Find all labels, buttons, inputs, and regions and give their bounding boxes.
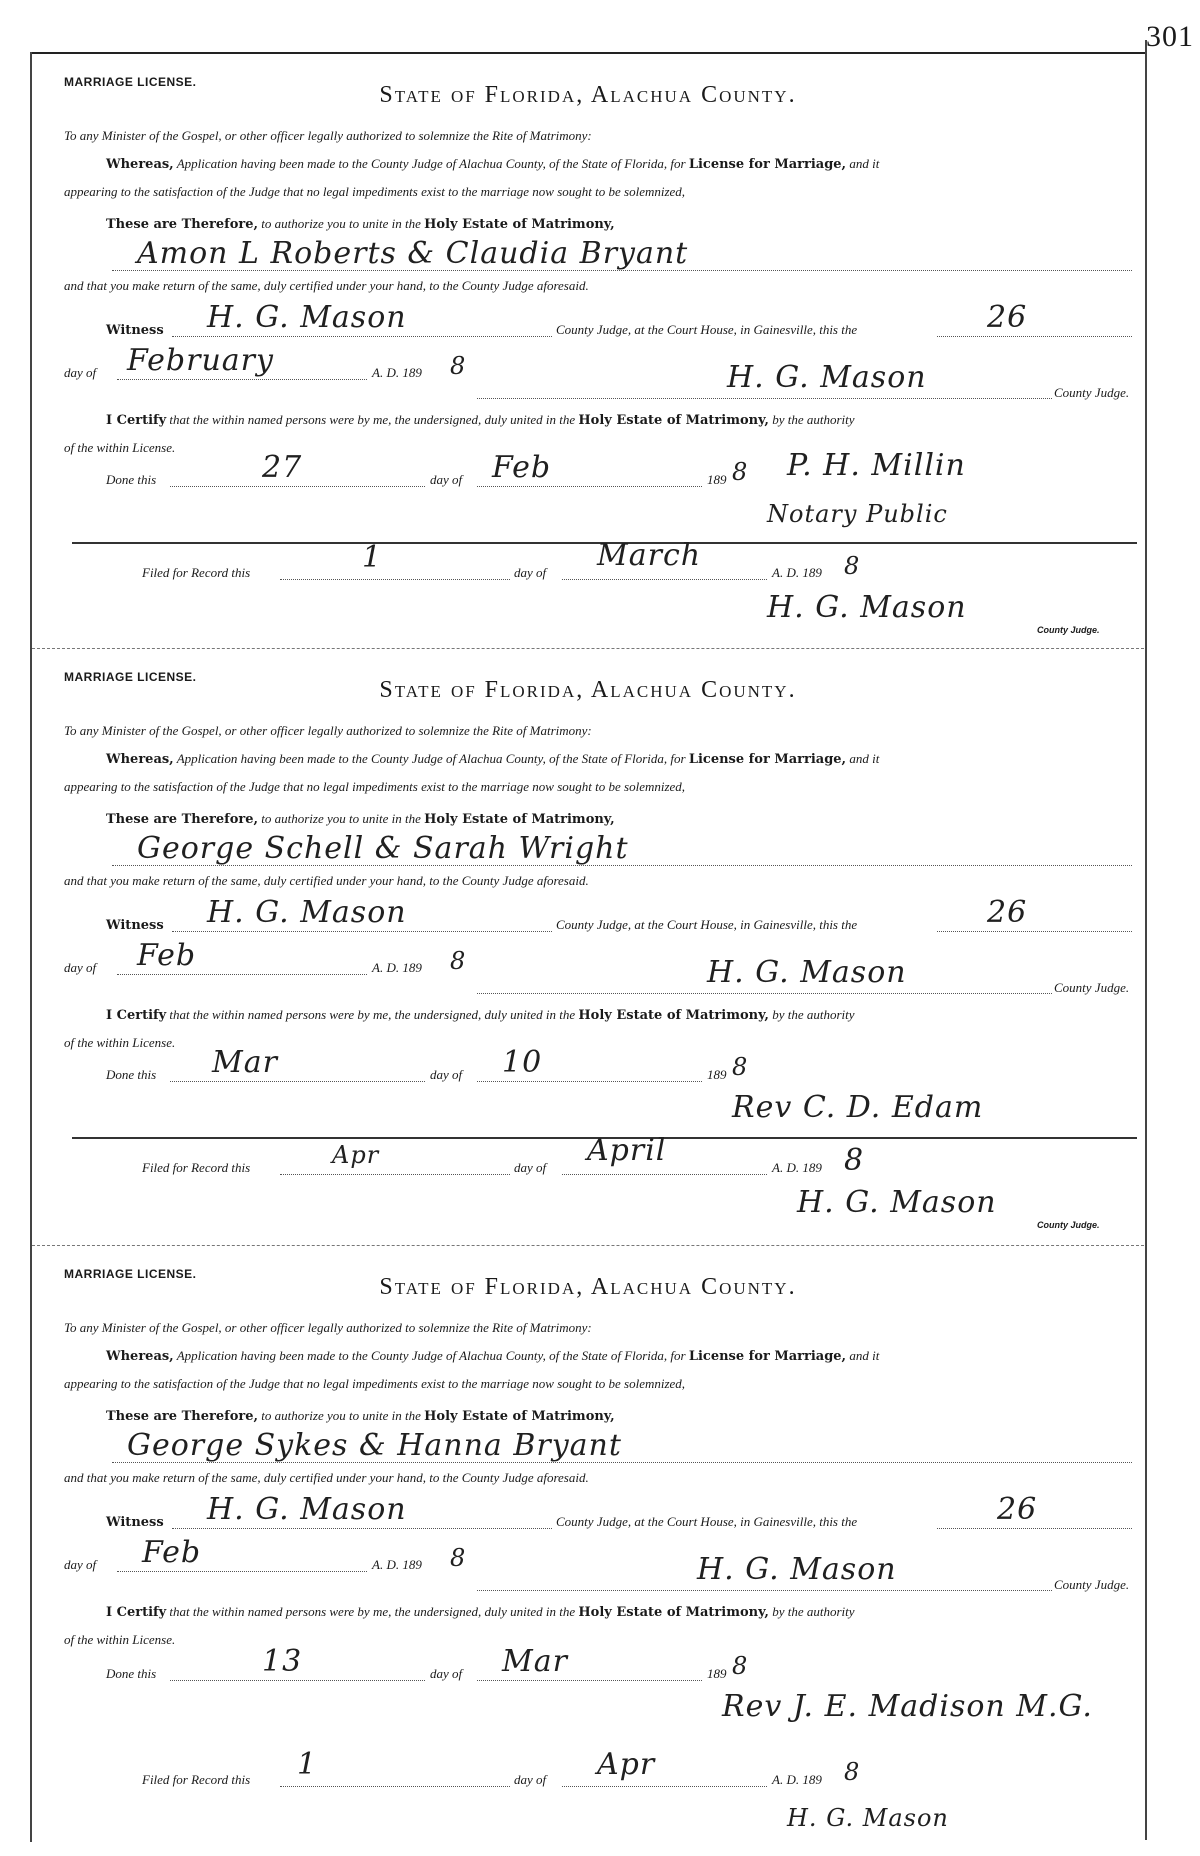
- ad-text: A. D. 189: [372, 960, 422, 975]
- witness-judge-name: H. G. Mason: [207, 1492, 407, 1527]
- and-it-text: and it: [849, 1348, 880, 1363]
- filed-day-line: [280, 1174, 510, 1175]
- filed-year-digit: 8: [844, 552, 861, 580]
- appearing-text: appearing to the satisfaction of the Judge that no legal impediments exist to the marriage now sought to be solemnized,: [64, 1376, 686, 1391]
- day-of-text: day of: [64, 960, 97, 975]
- parties-names: George Schell & Sarah Wright: [137, 831, 629, 866]
- whereas-line: [106, 1348, 879, 1364]
- whereas-text: Application having been made to the County Judge of Alachua County, of the State of Florida, for: [176, 1348, 686, 1363]
- officiant-signature: P. H. Millin: [787, 448, 966, 483]
- witness-judge-name: H. G. Mason: [207, 895, 407, 930]
- filed-day-of-text: day of: [514, 565, 547, 580]
- therefore-line: [106, 1408, 615, 1424]
- license-month: February: [127, 343, 274, 378]
- done-year-prefix: 189: [707, 1067, 727, 1082]
- parties-names: Amon L Roberts & Claudia Bryant: [137, 236, 689, 271]
- return-text: and that you make return of the same, duly certified under your hand, to the County Judge aforesaid.: [64, 1470, 589, 1485]
- county-judge-at-text: County Judge, at the Court House, in Gainesville, this the: [556, 917, 858, 932]
- done-month-line: [477, 1081, 702, 1082]
- license-year-digit: 8: [450, 947, 467, 975]
- to-any-minister-text: To any Minister of the Gospel, or other officer legally authorized to solemnize the Rite of Matrimony:: [64, 128, 592, 143]
- filed-ad-text: A. D. 189: [772, 565, 822, 580]
- of-the-within-license: of the within License.: [64, 440, 176, 455]
- certify-text: that the within named persons were by me, the undersigned, duly united in the: [169, 1007, 576, 1022]
- filed-for-record-text: Filed for Record this: [142, 1772, 251, 1787]
- filed-month-line: [562, 1786, 767, 1787]
- parties-names: George Sykes & Hanna Bryant: [127, 1428, 622, 1463]
- to-any-minister-text: To any Minister of the Gospel, or other officer legally authorized to solemnize the Rite of Matrimony:: [64, 1320, 592, 1335]
- holy-estate: Holy Estate of Matrimony,: [424, 812, 615, 827]
- certify-word: I Certify: [106, 413, 167, 428]
- license-month: Feb: [142, 1535, 202, 1570]
- therefore-line: [106, 216, 615, 232]
- signature-line: [477, 398, 1052, 399]
- certify-holy-estate: Holy Estate of Matrimony,: [578, 413, 769, 428]
- certify-text: that the within named persons were by me, the undersigned, duly united in the: [169, 1604, 576, 1619]
- done-month: Mar: [502, 1644, 568, 1679]
- filed-county-judge-label: County Judge.: [1037, 625, 1100, 635]
- filed-for-record-text: Filed for Record this: [142, 1160, 251, 1175]
- authorize-text: to authorize you to unite in the: [261, 811, 421, 826]
- month-line: [117, 1571, 367, 1572]
- county-judge-label: County Judge.: [1054, 385, 1130, 400]
- whereas-word: Whereas,: [106, 752, 174, 767]
- certify-line: [106, 1007, 855, 1023]
- return-text: and that you make return of the same, duly certified under your hand, to the County Judge aforesaid.: [64, 873, 589, 888]
- by-the-authority: by the authority: [772, 1007, 855, 1022]
- filed-day-of-text: day of: [514, 1160, 547, 1175]
- ad-text: A. D. 189: [372, 1557, 422, 1572]
- filed-day: 1: [297, 1747, 318, 1782]
- license-year-digit: 8: [450, 352, 467, 380]
- officiant-title: Notary Public: [767, 500, 948, 528]
- witness-line: [172, 1528, 552, 1529]
- done-year-digit: 8: [732, 1652, 749, 1680]
- marriage-license-3: [32, 1252, 1144, 1852]
- section-divider: [32, 648, 1144, 649]
- done-day-of-text: day of: [430, 1067, 463, 1082]
- filed-year-digit: 8: [844, 1758, 861, 1786]
- certify-word: I Certify: [106, 1605, 167, 1620]
- day-line: [937, 931, 1132, 932]
- marriage-license-2: [32, 655, 1144, 1240]
- parties-line: [112, 865, 1132, 866]
- to-any-minister-text: To any Minister of the Gospel, or other officer legally authorized to solemnize the Rite of Matrimony:: [64, 723, 592, 738]
- certify-line: [106, 1604, 855, 1620]
- filed-month: April: [587, 1133, 667, 1168]
- appearing-text: appearing to the satisfaction of the Judge that no legal impediments exist to the marriage now sought to be solemnized,: [64, 184, 686, 199]
- done-month-line: [477, 486, 702, 487]
- done-day: 27: [262, 450, 303, 485]
- judge-signature: H. G. Mason: [707, 955, 907, 990]
- state-title: State of Florida, Alachua County.: [379, 82, 797, 108]
- done-day-line: [170, 486, 425, 487]
- marriage-license-1: [32, 60, 1144, 645]
- witness-judge-name: H. G. Mason: [207, 300, 407, 335]
- done-this-text: Done this: [106, 1067, 157, 1082]
- whereas-word: Whereas,: [106, 157, 174, 172]
- done-day-of-text: day of: [430, 472, 463, 487]
- state-title: State of Florida, Alachua County.: [379, 1274, 797, 1300]
- whereas-text: Application having been made to the County Judge of Alachua County, of the State of Florida, for: [176, 751, 686, 766]
- license-for-marriage: License for Marriage,: [688, 1349, 847, 1364]
- done-month: 10: [502, 1045, 543, 1080]
- done-month-line: [477, 1680, 702, 1681]
- filed-month-line: [562, 1174, 767, 1175]
- day-of-text: day of: [64, 365, 97, 380]
- county-judge-at-text: County Judge, at the Court House, in Gainesville, this the: [556, 322, 858, 337]
- section-divider: [32, 1245, 1144, 1246]
- license-day: 26: [987, 895, 1028, 930]
- day-line: [937, 1528, 1132, 1529]
- whereas-line: [106, 156, 879, 172]
- whereas-text: Application having been made to the County Judge of Alachua County, of the State of Florida, for: [176, 156, 686, 171]
- signature-line: [477, 1590, 1052, 1591]
- license-for-marriage: License for Marriage,: [688, 157, 847, 172]
- license-month: Feb: [137, 938, 197, 973]
- license-heading: MARRIAGE LICENSE.: [64, 1267, 197, 1281]
- page-right-rule: [1145, 40, 1147, 1840]
- authorize-text: to authorize you to unite in the: [261, 1408, 421, 1423]
- filed-ad-text: A. D. 189: [772, 1772, 822, 1787]
- parties-line: [112, 270, 1132, 271]
- filed-for-record-text: Filed for Record this: [142, 565, 251, 580]
- done-this-text: Done this: [106, 472, 157, 487]
- state-title: State of Florida, Alachua County.: [379, 677, 797, 703]
- done-day-line: [170, 1680, 425, 1681]
- filed-signature: H. G. Mason: [797, 1185, 997, 1220]
- day-of-text: day of: [64, 1557, 97, 1572]
- done-day: 13: [262, 1644, 303, 1679]
- done-day: Mar: [212, 1045, 278, 1080]
- license-day: 26: [987, 300, 1028, 335]
- month-line: [117, 974, 367, 975]
- certify-holy-estate: Holy Estate of Matrimony,: [578, 1008, 769, 1023]
- of-the-within-license: of the within License.: [64, 1035, 176, 1050]
- judge-signature: H. G. Mason: [727, 360, 927, 395]
- license-for-marriage: License for Marriage,: [688, 752, 847, 767]
- by-the-authority: by the authority: [772, 412, 855, 427]
- ad-text: A. D. 189: [372, 365, 422, 380]
- done-year-prefix: 189: [707, 1666, 727, 1681]
- witness-line: [172, 931, 552, 932]
- filed-signature: H. G. Mason: [787, 1804, 949, 1832]
- these-are-therefore: These are Therefore,: [106, 812, 259, 827]
- filed-month: Apr: [597, 1747, 656, 1782]
- filed-day: 1: [362, 540, 383, 575]
- certify-text: that the within named persons were by me, the undersigned, duly united in the: [169, 412, 576, 427]
- witness-word: Witness: [106, 918, 164, 933]
- these-are-therefore: These are Therefore,: [106, 217, 259, 232]
- month-line: [117, 379, 367, 380]
- signature-line: [477, 993, 1052, 994]
- witness-word: Witness: [106, 1515, 164, 1530]
- license-year-digit: 8: [450, 1544, 467, 1572]
- filed-day: Apr: [332, 1141, 380, 1169]
- done-month: Feb: [492, 450, 552, 485]
- appearing-text: appearing to the satisfaction of the Judge that no legal impediments exist to the marriage now sought to be solemnized,: [64, 779, 686, 794]
- filed-month: March: [597, 538, 702, 573]
- done-this-text: Done this: [106, 1666, 157, 1681]
- page-top-rule: [30, 52, 1145, 54]
- license-heading: MARRIAGE LICENSE.: [64, 75, 197, 89]
- filed-day-line: [280, 579, 510, 580]
- done-year-prefix: 189: [707, 472, 727, 487]
- certify-word: I Certify: [106, 1008, 167, 1023]
- page-number: 301: [1146, 20, 1194, 53]
- holy-estate: Holy Estate of Matrimony,: [424, 217, 615, 232]
- therefore-line: [106, 811, 615, 827]
- holy-estate: Holy Estate of Matrimony,: [424, 1409, 615, 1424]
- witness-word: Witness: [106, 323, 164, 338]
- county-judge-label: County Judge.: [1054, 980, 1130, 995]
- officiant-signature: Rev C. D. Edam: [732, 1090, 984, 1125]
- witness-line: [172, 336, 552, 337]
- return-text: and that you make return of the same, duly certified under your hand, to the County Judge aforesaid.: [64, 278, 589, 293]
- day-line: [937, 336, 1132, 337]
- by-the-authority: by the authority: [772, 1604, 855, 1619]
- these-are-therefore: These are Therefore,: [106, 1409, 259, 1424]
- judge-signature: H. G. Mason: [697, 1552, 897, 1587]
- done-day-line: [170, 1081, 425, 1082]
- filed-month-line: [562, 579, 767, 580]
- filed-county-judge-label: County Judge.: [1037, 1220, 1100, 1230]
- certify-line: [106, 412, 855, 428]
- and-it-text: and it: [849, 751, 880, 766]
- authorize-text: to authorize you to unite in the: [261, 216, 421, 231]
- certify-holy-estate: Holy Estate of Matrimony,: [578, 1605, 769, 1620]
- filed-day-of-text: day of: [514, 1772, 547, 1787]
- county-judge-label: County Judge.: [1054, 1577, 1130, 1592]
- license-day: 26: [997, 1492, 1038, 1527]
- whereas-word: Whereas,: [106, 1349, 174, 1364]
- of-the-within-license: of the within License.: [64, 1632, 176, 1647]
- license-heading: MARRIAGE LICENSE.: [64, 670, 197, 684]
- filed-signature: H. G. Mason: [767, 590, 967, 625]
- filed-day-line: [280, 1786, 510, 1787]
- parties-line: [112, 1462, 1132, 1463]
- officiant-signature: Rev J. E. Madison M.G.: [722, 1689, 1093, 1724]
- and-it-text: and it: [849, 156, 880, 171]
- done-year-digit: 8: [732, 1053, 749, 1081]
- done-day-of-text: day of: [430, 1666, 463, 1681]
- whereas-line: [106, 751, 879, 767]
- county-judge-at-text: County Judge, at the Court House, in Gainesville, this the: [556, 1514, 858, 1529]
- done-year-digit: 8: [732, 458, 749, 486]
- filed-ad-text: A. D. 189: [772, 1160, 822, 1175]
- filed-year-digit: 8: [844, 1143, 865, 1178]
